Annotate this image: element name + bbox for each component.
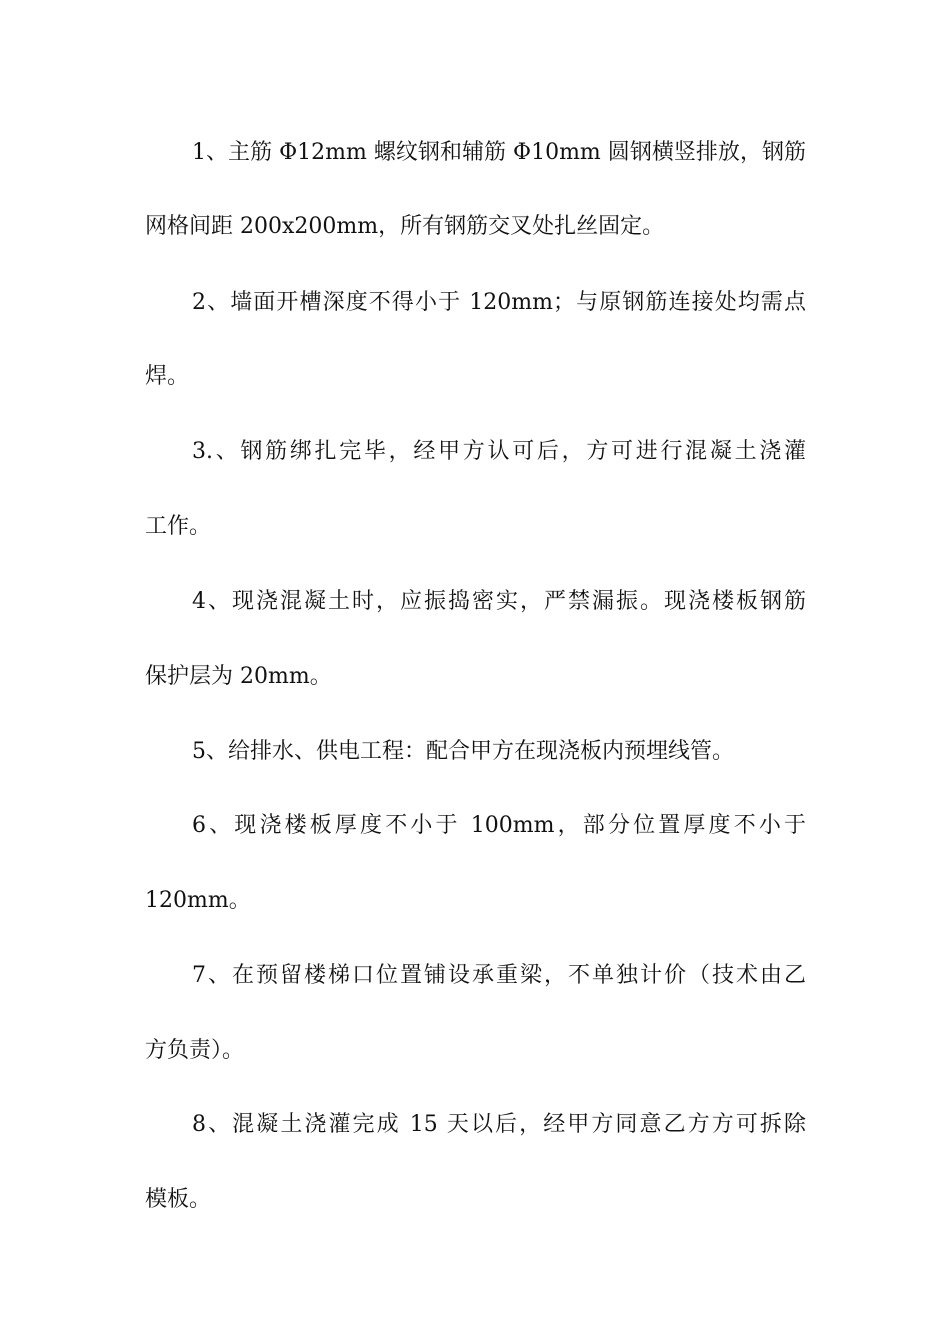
- item-6-line-2: 120mm。: [145, 888, 251, 913]
- item-3-line-2: 工作。: [145, 514, 212, 539]
- item-8-line-2: 模板。: [145, 1187, 212, 1212]
- item-1-line-1: 1、主筋 Φ12mm 螺纹钢和辅筋 Φ10mm 圆钢横竖排放，钢筋: [192, 140, 806, 165]
- item-5-line-1: 5、给排水、供电工程：配合甲方在现浇板内预埋线管。: [192, 739, 734, 764]
- item-7-line-2: 方负责）。: [145, 1038, 245, 1063]
- item-3-line-1: 3.、钢筋绑扎完毕，经甲方认可后，方可进行混凝土浇灌: [192, 439, 806, 464]
- item-8-line-1: 8、混凝土浇灌完成 15 天以后，经甲方同意乙方方可拆除: [192, 1112, 806, 1137]
- item-1-line-2: 网格间距 200x200mm，所有钢筋交叉处扎丝固定。: [145, 214, 665, 239]
- item-2-line-1: 2、墙面开槽深度不得小于 120mm；与原钢筋连接处均需点: [192, 290, 806, 315]
- item-2-line-2: 焊。: [145, 364, 190, 389]
- item-7-line-1: 7、在预留楼梯口位置铺设承重梁，不单独计价（技术由乙: [192, 963, 806, 988]
- item-6-line-1: 6、现浇楼板厚度不小于 100mm，部分位置厚度不小于: [192, 813, 806, 838]
- item-4-line-1: 4、现浇混凝土时，应振捣密实，严禁漏振。现浇楼板钢筋: [192, 589, 806, 614]
- item-4-line-2: 保护层为 20mm。: [145, 664, 332, 689]
